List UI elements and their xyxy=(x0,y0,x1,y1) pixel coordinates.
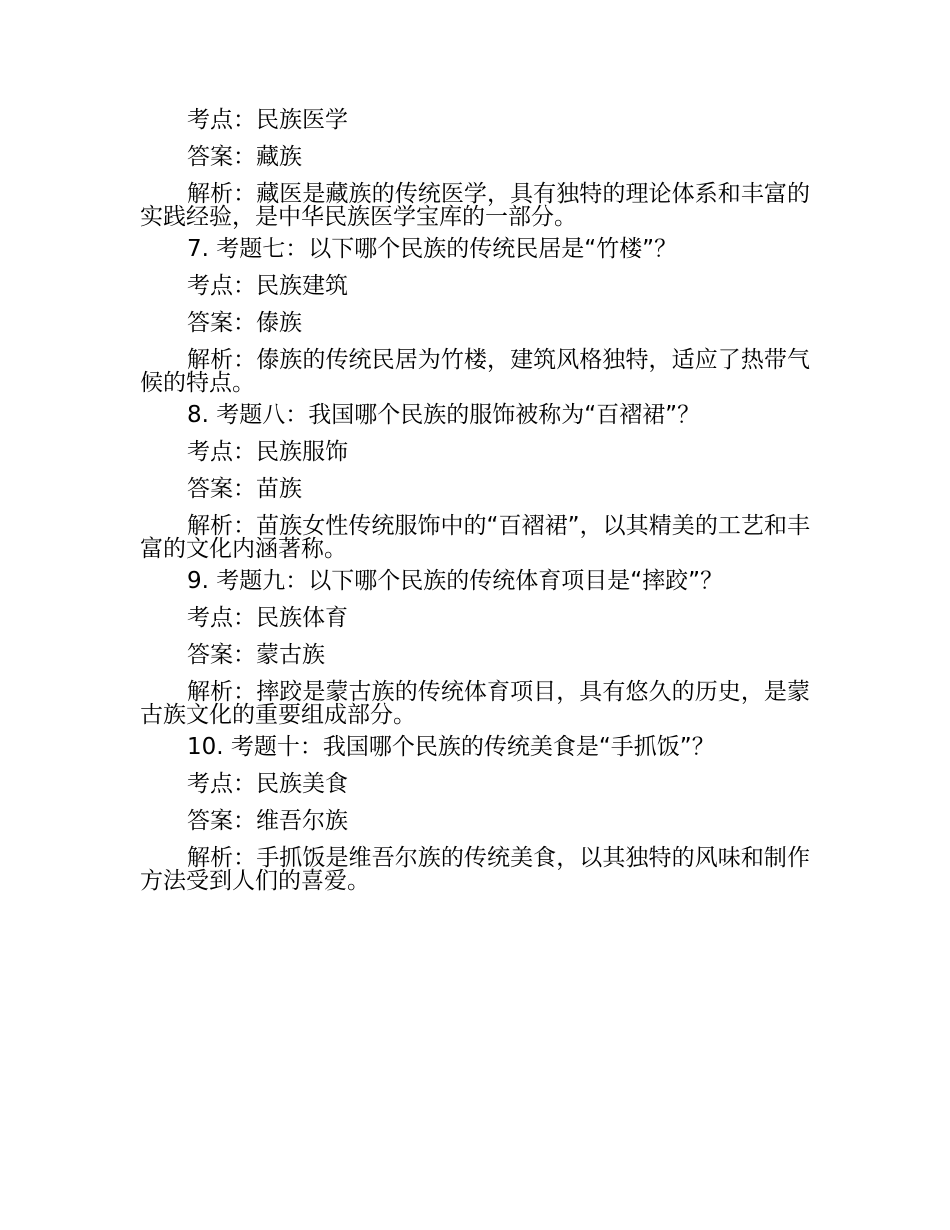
analysis-paragraph: 解析：苗族女性传统服饰中的“百褶裙”，以其精美的工艺和丰富的文化内涵著称。 xyxy=(140,513,810,562)
kaodian-line: 考点：民族建筑 xyxy=(187,273,348,299)
answer-line: 答案：苗族 xyxy=(187,476,302,502)
question-line: 9. 考题九：以下哪个民族的传统体育项目是“摔跤”？ xyxy=(187,568,724,594)
answer-line: 答案：藏族 xyxy=(187,144,302,170)
question-line: 10. 考题十：我国哪个民族的传统美食是“手抓饭”？ xyxy=(187,734,715,760)
answer-line: 答案：维吾尔族 xyxy=(187,808,348,834)
document-page xyxy=(140,103,810,896)
answer-line: 答案：傣族 xyxy=(187,310,302,336)
analysis-paragraph: 解析：手抓饭是维吾尔族的传统美食，以其独特的风味和制作方法受到人们的喜爱。 xyxy=(140,845,810,894)
answer-line: 答案：蒙古族 xyxy=(187,642,325,668)
analysis-paragraph: 解析：傣族的传统民居为竹楼，建筑风格独特，适应了热带气候的特点。 xyxy=(140,347,810,396)
analysis-paragraph: 解析：摔跤是蒙古族的传统体育项目，具有悠久的历史，是蒙古族文化的重要组成部分。 xyxy=(140,679,810,728)
analysis-paragraph: 解析：藏医是藏族的传统医学，具有独特的理论体系和丰富的实践经验，是中华民族医学宝库的一部分。 xyxy=(140,181,810,230)
kaodian-line: 考点：民族美食 xyxy=(187,771,348,797)
kaodian-line: 考点：民族医学 xyxy=(187,107,348,133)
question-line: 8. 考题八：我国哪个民族的服饰被称为“百褶裙”？ xyxy=(187,402,701,428)
kaodian-line: 考点：民族体育 xyxy=(187,605,348,631)
question-line: 7. 考题七：以下哪个民族的传统民居是“竹楼”？ xyxy=(187,236,678,262)
kaodian-line: 考点：民族服饰 xyxy=(187,439,348,465)
